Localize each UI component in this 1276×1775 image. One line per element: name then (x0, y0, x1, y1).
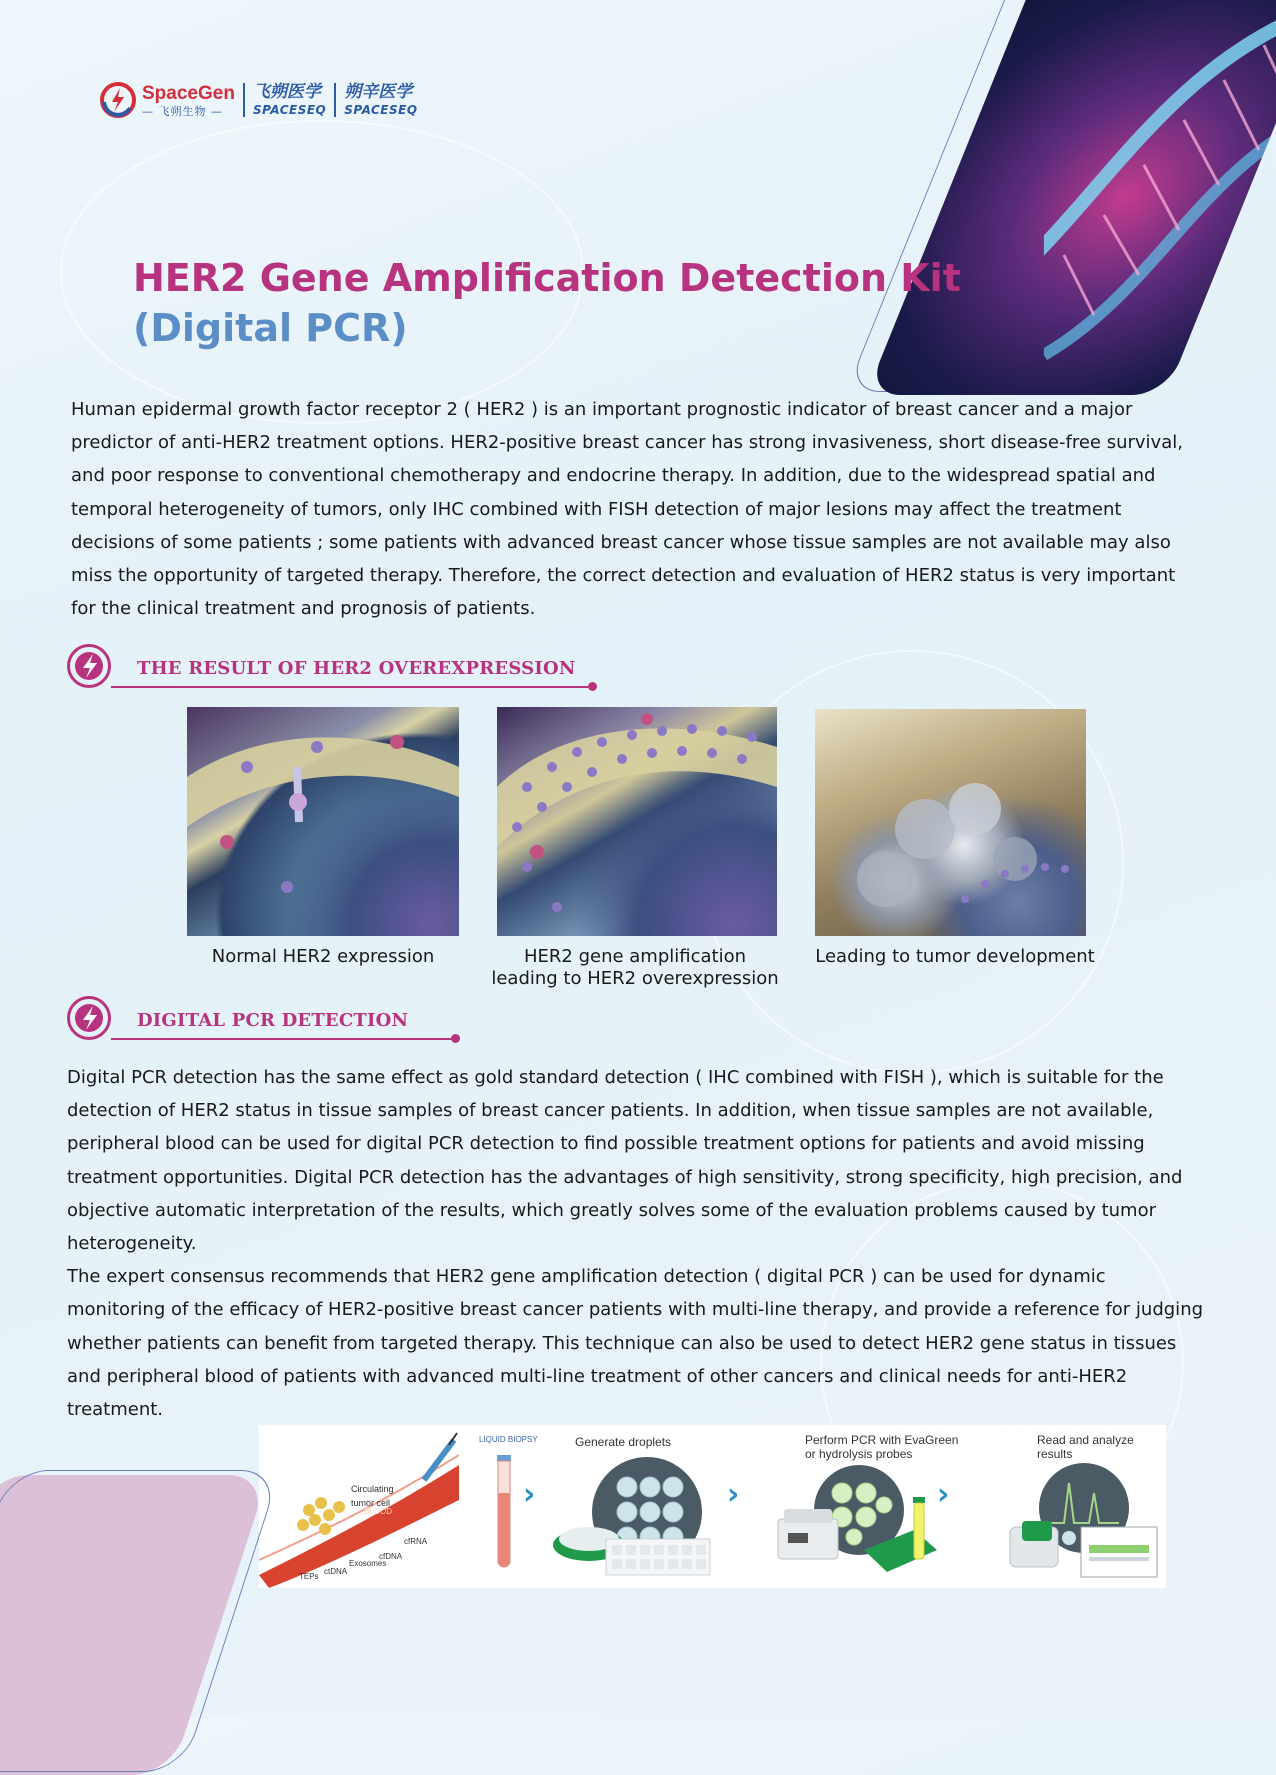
logo-divider (243, 83, 245, 117)
sub-brand-1 (253, 84, 326, 116)
workflow-diagram (259, 1425, 1166, 1588)
spacegen-logo-icon (100, 82, 136, 118)
normal-her2-image (187, 707, 459, 936)
exosomes-label: Exosomes (349, 1559, 387, 1568)
section-underline (111, 1038, 456, 1040)
chevron-right-icon: › (937, 1477, 950, 1512)
caption-amplification-line2: leading to HER2 overexpression (491, 968, 779, 989)
intro-text: Human epidermal growth factor receptor 2 ( HER2 ) is an important prognostic indicator of breast cancer and a major predictor of anti-HER2 treatment options. HER2-positive breast cancer has strong invasiveness, short disease-free survival, and poor response to conventional chemotherapy and endocrine therapy. In addition, due to the widespread spatial and temporal heterogeneity of tumors, only IHC combined with FISH detection of major lesions may affect the treatment decisions of some patients ; some patients with advanced breast cancer whose tissue samples are not available may also miss the opportunity of targeted therapy. Therefore, the correct detection and evaluation of HER2 status is very important for the clinical treatment and prognosis of patients. (71, 399, 1183, 620)
caption-tumor: Leading to tumor development (815, 946, 1095, 967)
blood-label: BLOOD (364, 1507, 393, 1516)
sub-brand-2 (344, 84, 417, 116)
sub-brand-2-cn: 朔辛医学 (344, 82, 413, 102)
reagent-tube-icon (909, 1495, 929, 1565)
page-title: HER2 Gene Amplification Detection Kit (133, 256, 961, 300)
caption-amplification-line1: HER2 gene amplification (523, 946, 747, 967)
her2-amplification-image (497, 707, 777, 936)
thermal-cycler-icon (774, 1505, 844, 1565)
brand-name-cn: — 飞朔生物 — (142, 104, 223, 118)
caption-amplification (470, 946, 800, 990)
step-generate-droplets: Generate droplets (575, 1435, 672, 1449)
sub-brand-1-en: SPACESEQ (252, 103, 327, 117)
section-bolt-icon (79, 1004, 101, 1032)
section-header-digital-pcr (67, 996, 461, 1046)
test-tube-icon (494, 1453, 514, 1573)
digital-pcr-paragraph-1: Digital PCR detection has the same effect as gold standard detection ( IHC combined with FISH ), which is suitable for the detection of HER2 status in tissue samples of breast cancer patients. In addition, when tissue samples are not available, peripheral blood can be used for digital PCR detection to find possible treatment options for patients and avoid missing treatment opportunities. Digital PCR detection has the advantages of high sensitivity, strong specificity, high precision, and objective automatic interpretation of the results, which greatly solves some of the evaluation problems caused by tumor heterogeneity. (67, 1067, 1183, 1255)
digital-pcr-paragraph-2: The expert consensus recommends that HER2 gene amplification detection ( digital PCR ) can be used for dynamic monitoring of the efficacy of HER2-positive breast cancer patients with multi-line therapy, and provide a reference for judging whether patients can benefit from targeted therapy. This technique can also be used to detect HER2 gene status in tissues and peripheral blood of patients with advanced multi-line treatment of other cancers and clinical needs for anti-HER2 treatment. (67, 1266, 1204, 1421)
intro-paragraph (71, 393, 1201, 625)
cfdna-label: cfDNA (379, 1552, 403, 1561)
decorative-corner-outline (0, 1470, 281, 1772)
section-underline-dot (451, 1034, 460, 1043)
step-perform-pcr: Perform PCR with EvaGreen or hydrolysis probes (805, 1433, 959, 1461)
section-header-overexpression (67, 644, 597, 694)
brand-logo (100, 80, 418, 120)
section-bolt-icon (79, 652, 101, 680)
brand-name (142, 84, 235, 117)
sub-brand-2-en: SPACESEQ (344, 103, 418, 117)
liquid-biopsy-label: LIQUID BIOPSY (479, 1435, 538, 1444)
section-title: DIGITAL PCR DETECTION (137, 1010, 409, 1031)
caption-normal: Normal HER2 expression (211, 946, 435, 967)
results-chart-icon (1079, 1525, 1159, 1580)
section-underline (111, 686, 591, 688)
droplet-cartridge-icon (604, 1537, 714, 1582)
step-read-analyze: Read and analyze results (1037, 1433, 1134, 1461)
chevron-right-icon: › (727, 1477, 740, 1512)
tep-label: TEPs (299, 1572, 319, 1581)
ctdna-label: ctDNA (324, 1567, 348, 1576)
logo-divider (334, 83, 336, 117)
droplet-reader-icon (1004, 1517, 1064, 1572)
brand-name-en: SpaceGen (142, 82, 235, 104)
tumor-development-image (815, 709, 1086, 936)
cfrna-label: cfRNA (404, 1537, 428, 1546)
chevron-right-icon: › (523, 1477, 536, 1512)
page-subtitle: (Digital PCR) (133, 306, 408, 350)
cell-label: Circulating tumor cell (351, 1484, 394, 1508)
sub-brand-1-cn: 飞朔医学 (252, 82, 321, 102)
digital-pcr-paragraphs (67, 1061, 1207, 1426)
section-title: THE RESULT OF HER2 OVEREXPRESSION (137, 658, 576, 679)
section-underline-dot (588, 682, 597, 691)
